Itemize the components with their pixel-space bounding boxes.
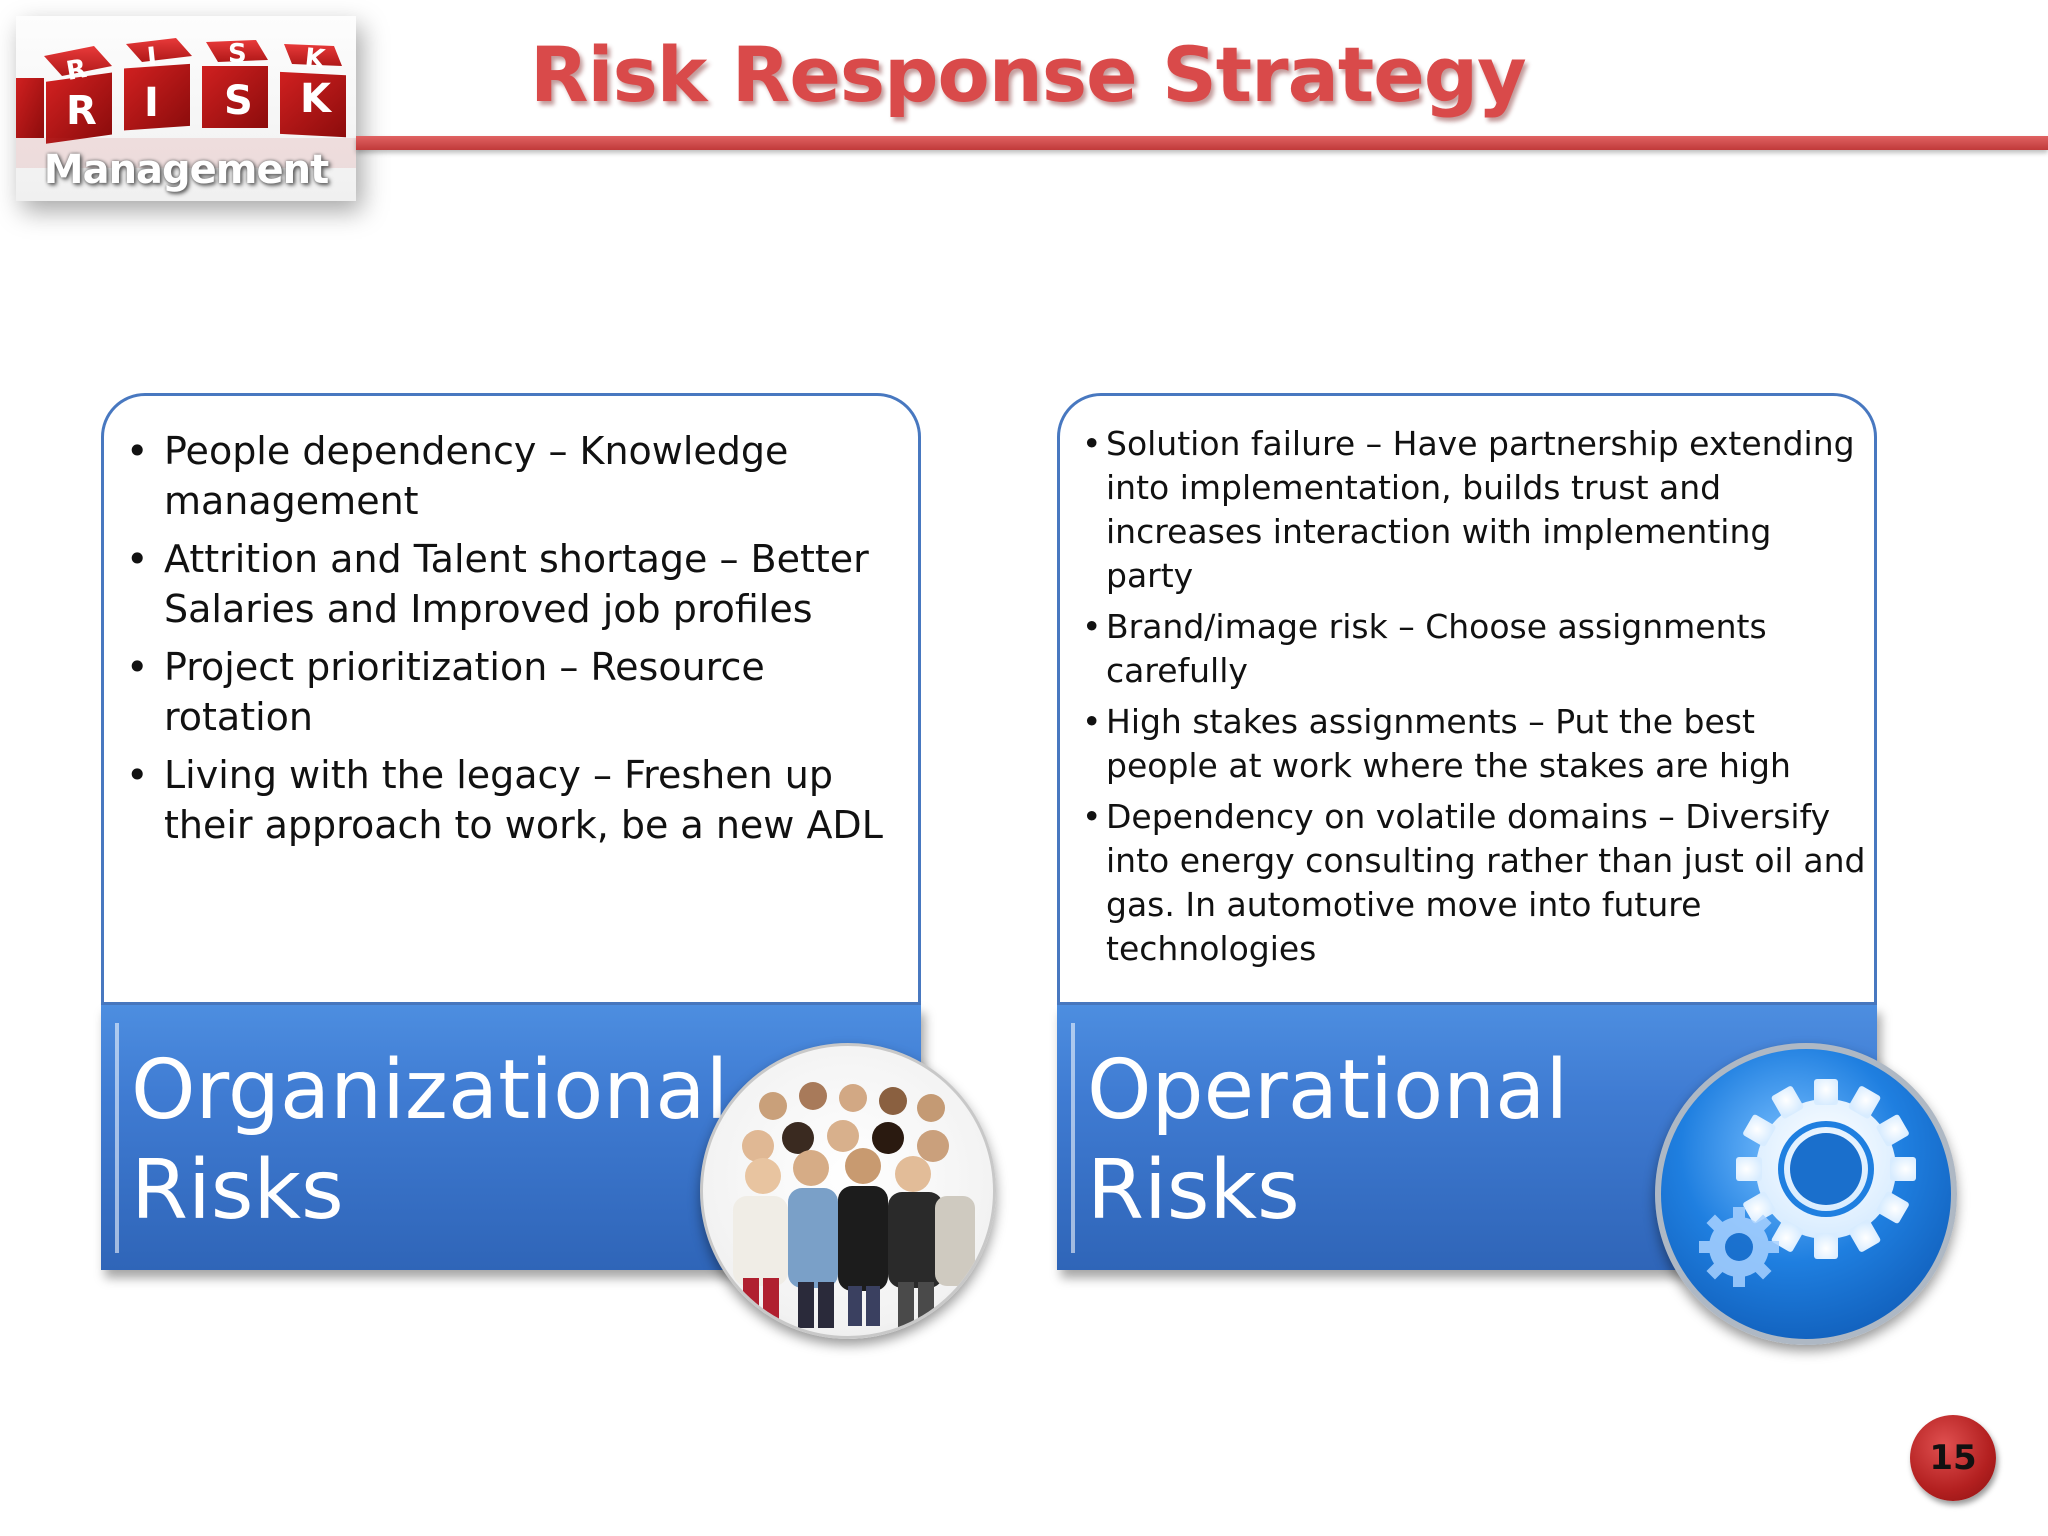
heading-line: Organizational: [131, 1043, 729, 1138]
die-letter: K: [303, 43, 327, 76]
logo-caption: Management: [43, 147, 329, 193]
operational-bullet-list: [1082, 422, 1866, 978]
bullet-icon: •: [126, 429, 149, 473]
bullet-icon: •: [1082, 607, 1102, 646]
organizational-risks-card: [101, 393, 921, 1005]
die-letter: S: [224, 78, 253, 124]
list-item: [1082, 605, 1866, 693]
title-divider: [356, 136, 2048, 150]
bullet-text: Living with the legacy – Freshen up their approach to work, be a new ADL: [164, 753, 883, 847]
operational-risks-card: [1057, 393, 1877, 1005]
list-item: [126, 534, 904, 634]
risk-management-logo: [16, 16, 356, 201]
list-item: [126, 426, 904, 526]
list-item: [126, 750, 904, 850]
operational-risks-heading: [1087, 1041, 1568, 1241]
bullet-icon: •: [1082, 702, 1102, 741]
die-letter: I: [144, 80, 159, 126]
bullet-icon: •: [126, 753, 149, 797]
die-letter: R: [66, 88, 97, 134]
list-item: [1082, 700, 1866, 788]
bullet-text: Dependency on volatile domains – Diversify into energy consulting rather than just oil and gas. In automotive move into future technologies: [1106, 797, 1866, 968]
organizational-bullet-list: [126, 426, 904, 858]
list-item: [126, 642, 904, 742]
bullet-icon: •: [1082, 424, 1102, 463]
bullet-text: High stakes assignments – Put the best people at work where the stakes are high: [1106, 702, 1791, 785]
die-letter: K: [300, 76, 331, 122]
organizational-risks-heading: [131, 1041, 728, 1241]
bullet-icon: •: [126, 537, 149, 581]
heading-line: Risks: [131, 1143, 344, 1238]
list-item: [1082, 422, 1866, 598]
bullet-text: Brand/image risk – Choose assignments carefully: [1106, 607, 1767, 690]
heading-line: Operational: [1087, 1043, 1569, 1138]
bullet-text: Solution failure – Have partnership extending into implementation, builds trust and increases interaction with implementing party: [1106, 424, 1855, 595]
bullet-icon: •: [1082, 797, 1102, 836]
bullet-icon: •: [126, 645, 149, 689]
gears-icon: [1655, 1043, 1957, 1345]
die-letter: R: [64, 53, 89, 87]
bullet-text: Project prioritization – Resource rotation: [164, 645, 765, 739]
page-number-badge: 15: [1910, 1415, 1996, 1501]
people-photo-icon: [700, 1043, 996, 1339]
bullet-text: People dependency – Knowledge management: [164, 429, 789, 523]
die-letter: I: [145, 42, 159, 73]
die-letter: S: [228, 39, 247, 69]
bullet-text: Attrition and Talent shortage – Better Salaries and Improved job profiles: [164, 537, 869, 631]
page-title: Risk Response Strategy: [530, 30, 1526, 119]
list-item: [1082, 795, 1866, 971]
heading-line: Risks: [1087, 1143, 1300, 1238]
